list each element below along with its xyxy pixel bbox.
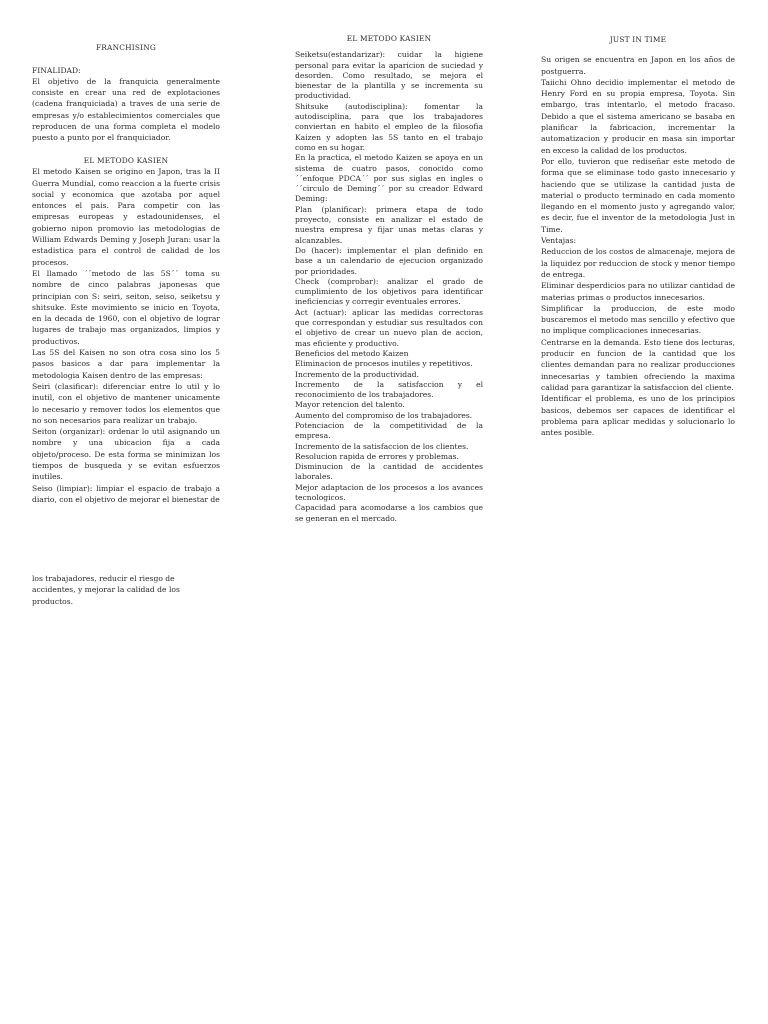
list-item: Simplificar la produccion, de este modo buscaremos el metodo mas sencillo y efectivo que no implique complicaciones innecesarias. [541,303,735,336]
spacer [32,53,220,64]
list-item: Identificar el problema, es uno de los principios basicos, debemos ser capaces de identificar el problema para aplicar medidas y solucionarlo lo antes posible. [541,394,735,438]
paragraph: Check (comprobar): analizar el grado de cumplimiento de los objetivos para identificar ineficiencias y corregir eventuales errores. [295,276,483,307]
paragraph: Taiichi Ohno decidio implementar el metodo de Henry Ford en su propia empresa, Toyota. Sin embargo, tras intentarlo, el metodo fracaso. Debido a que el sistema americano se basaba en planificar la fabricacion, incrementar la automatizacion y producir en masa sin importar en exceso la calidad de los productos. [541,77,735,155]
list-item: Capacidad para acomodarse a los cambios que se generan en el mercado. [295,503,483,523]
list-item: Incremento de la satisfaccion de los clientes. [295,441,469,451]
paragraph-continued: los trabajadores, reducir el riesgo de accidentes, y mejorar la calidad de los productos. [32,574,180,606]
paragraph: Su origen se encuentra en Japon en los años de postguerra. [541,55,735,76]
kaizen-title: EL METODO KASIEN [83,155,169,165]
list-item: Mejor adaptacion de los procesos a los avances tecnologicos. [295,482,483,503]
paragraph: En la practica, el metodo Kaizen se apoya en un sistema de cuatro pasos, conocido como ´´enfoque PDCA´´ por sus siglas en ingles o ´´circulo de Deming´´ por su creador Edward Deming: [295,153,483,204]
list-item: Potenciacion de la competitividad de la empresa. [295,420,483,441]
paragraph: Seiri (clasificar): diferenciar entre lo util y lo inutil, con el objetivo de mantener unicamente lo necesario y remover todos los elementos que no son necesarios para realizar un trabajo. [32,381,220,425]
finalidad-paragraph: El objetivo de la franquicia generalmente consiste en crear una red de explotaciones (cadena franquiciada) a traves de una serie de empresas y/o establecimientos comerciales que reproducen de una forma completa el modelo puesto a punto por el franquiciador. [32,76,220,143]
paragraph: Do (hacer): implementar el plan definido en base a un calendario de ejecucion organizado por prioridades. [295,245,483,276]
paragraph: Act (actuar): aplicar las medidas correctoras que correspondan y estudiar sus resultados con el objetivo de crear un nuevo plan de accion, mas eficiente y productivo. [295,307,483,348]
column-just-in-time [541,34,735,438]
list-item: Incremento de la productividad. [295,369,419,379]
paragraph: Plan (planificar): primera etapa de todo proyecto, consiste en analizar el estado de nuestra empresa y fijar unas metas claras y alcanzables. [295,204,483,245]
list-item: Mayor retencion del talento. [295,400,405,410]
blank-gap [32,505,220,573]
column-kaizen [295,34,483,524]
beneficios-title: Beneficios del metodo Kaizen [295,348,409,358]
list-item: Eliminacion de procesos inutiles y repetitivos. [295,359,473,369]
franchising-title: FRANCHISING [95,43,157,52]
list-item: Reduccion de los costos de almacenaje, mejora de la liquidez por reduccion de stock y menor tiempo de entrega. [541,247,735,279]
list-item: Incremento de la satisfaccion y el reconocimiento de los trabajadores. [295,379,483,400]
paragraph: Las 5S del Kaisen no son otra cosa sino los 5 pasos basicos a dar para implementar la metodologia Kaisen dentro de las empresas: [32,348,220,380]
paragraph: El llamado ´´metodo de las 5S´´ toma su nombre de cinco palabras japonesas que principian con S: seiri, seiton, seiso, seiketsu y shitsuke. Este movimiento se inicio en Toyota, en la decada de 1960, con el objetivo de lograr lugares de trabajo mas organizados, limpios y productivos. [32,268,220,346]
jit-title: JUST IN TIME [609,35,667,44]
paragraph: Seiton (organizar): ordenar lo util asignando un nombre y una ubicacion fija a cada objeto/proceso. De esta forma se minimizan los tiempos de busqueda y se evitan esfuerzos inutiles. [32,427,220,482]
list-item: Resolucion rapida de errores y problemas. [295,451,459,461]
paragraph: El metodo Kaisen se origino en Japon, tras la II Guerra Mundial, como reaccion a la fuerte crisis social y economica que azotaba por aquel entonces el pais. Para competir con las empresas europeas y estadounidenses, el gobierno nipon promovio las metodologias de William Edwards Deming y Joseph Juran: usar la estadistica para el control de calidad de los procesos. [32,167,220,267]
paragraph: Por ello, tuvieron que rediseñar este metodo de forma que se eliminase todo gasto innecesario y haciendo que se utilizase la cantidad justa de material o producto terminado en cada momento llegando en el momento justo y agregando valor, es decir, fue el inventor de la metodologia Just in Time. [541,156,735,234]
spacer [32,144,220,155]
list-item: Eliminar desperdicios para no utilizar cantidad de materias primas o productos innecesarios. [541,281,735,302]
spacer [541,45,735,54]
finalidad-label: FINALIDAD: [32,65,81,75]
column-franchising [32,42,220,607]
kaizen-title: EL METODO KASIEN [346,34,432,43]
paragraph: Shitsuke (autodisciplina): fomentar la autodisciplina, para que los trabajadores conviertan en habito el empleo de la filosofia Kaizen y adopten las 5S tanto en el trabajo como en su hogar. [295,101,483,152]
list-item: Aumento del compromiso de los trabajadores. [295,410,473,420]
ventajas-label: Ventajas: [541,236,577,246]
paragraph: Seiso (limpiar): limpiar el espacio de trabajo a diario, con el objetivo de mejorar el bienestar de [32,483,220,504]
list-item: Disminucion de la cantidad de accidentes laborales. [295,462,483,482]
paragraph: Seiketsu(estandarizar): cuidar la higiene personal para evitar la aparicion de suciedad y desorden. Como resultado, se mejora el bienestar de la plantilla y se incrementa su productividad. [295,50,483,101]
list-item: Centrarse en la demanda. Esto tiene dos lecturas, producir en funcion de la cantidad que los clientes demandan para no realizar producciones innecesarias y tambien ofreciendo la maxima calidad para garantizar la satisfaccion del cliente. [541,337,735,392]
